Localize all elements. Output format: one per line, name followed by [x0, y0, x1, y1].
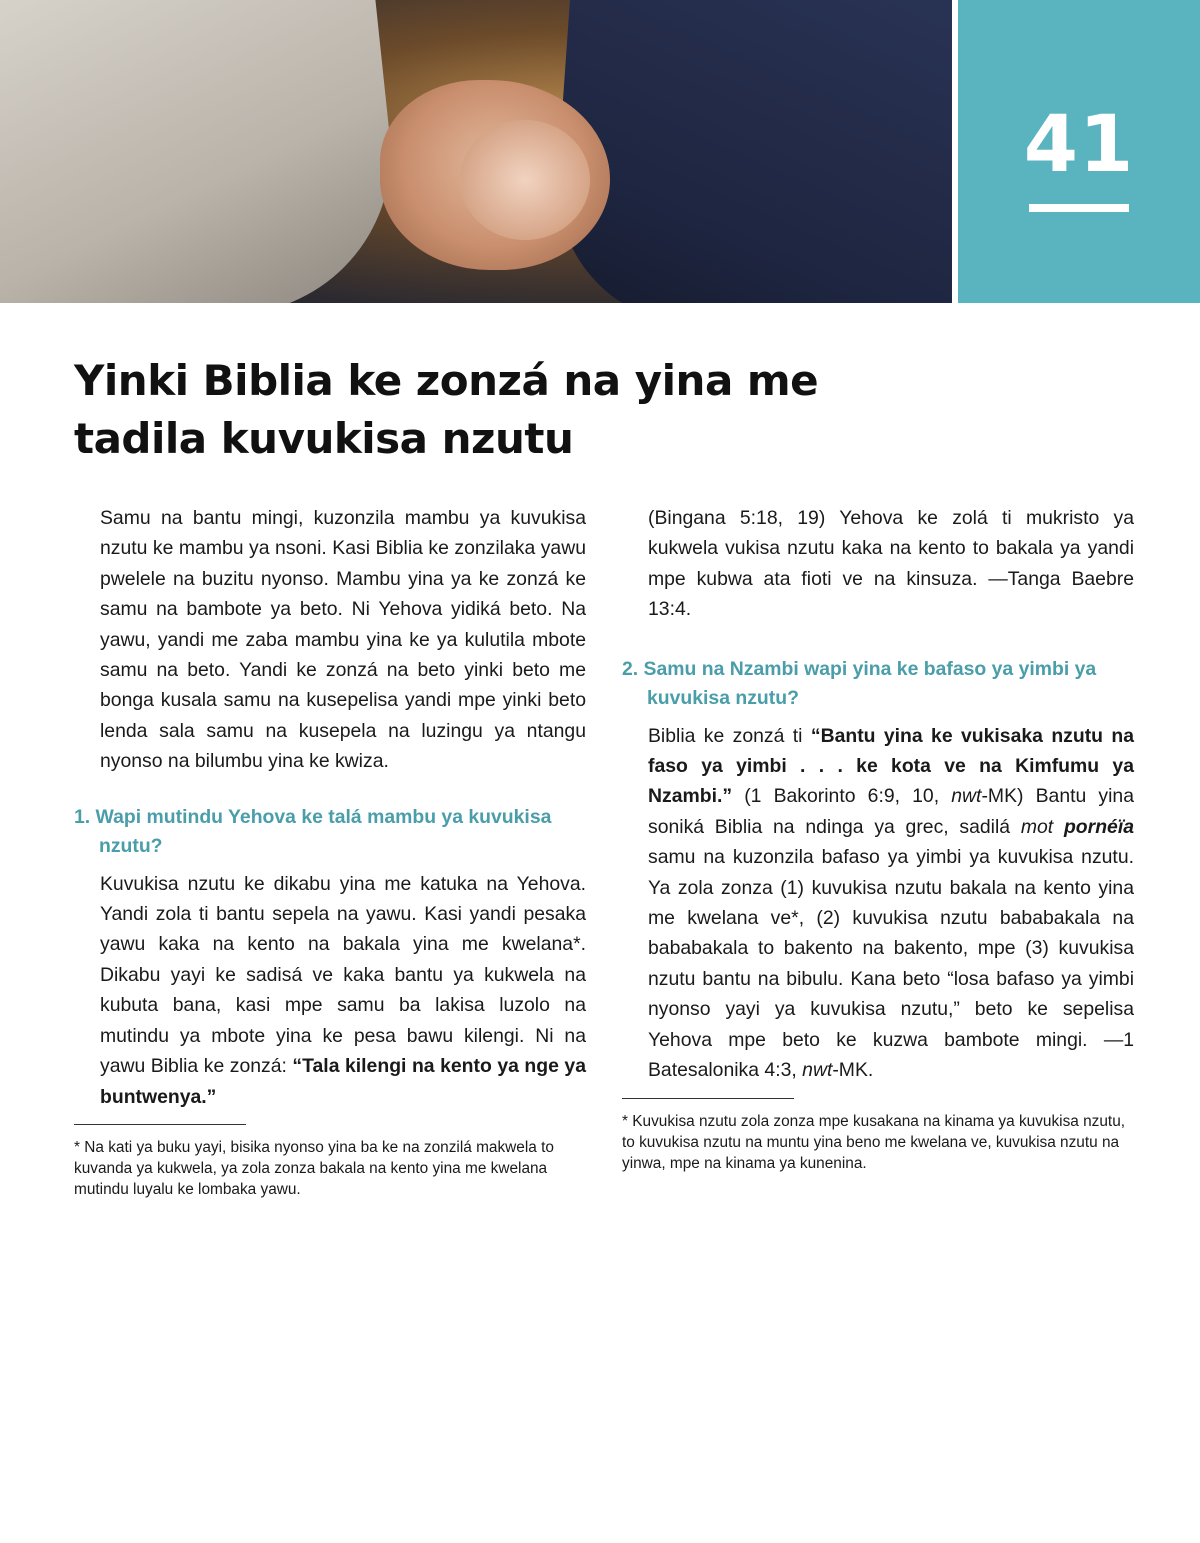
section-1-text: Kuvukisa nzutu ke dikabu yina me katuka na Yehova. Yandi zola ti bantu sepela na yawu. Kasi yandi pesaka yawu kaka na kento na bakala yina me kwelana*. Dikabu yayi ke sadisá ve kaka bantu ya kukwela na kubuta bana, kasi mpe samu ba lakisa luzolo na mutindu ya mbote yina ke pesa bawu kilengi. Ni na yawu Biblia ke zonzá: [100, 872, 586, 1078]
section-2-mot: mot [1020, 815, 1054, 838]
section-2-ref-end: -MK) Bantu yina soniká Biblia na ndinga ya grec, sadilá [648, 785, 1134, 838]
section-2-quote: “Bantu yina ke vukisaka nzutu na faso ya yimbi . . . ke kota ve na Kimfumu ya Nzambi.” [648, 724, 1135, 808]
section-2-rest: samu na kuzonzila bafaso ya yimbi ya kuvukisa nzutu. Ya zola zonza (1) kuvukisa nzutu bakala na kento yina me kwelana ve*, (2) kuvukisa nzutu bababakala na bababakala to bakento na bakento, mpe (3) kuvukisa nzutu bantu na bibulu. Kana beto “losa bafaso ya yimbi nyonso yayi ya kuvukisa nzutu,” beto ke sepelisa Yehova mpe beto ke kuzwa bambote mingi. —1 Batesalonika 4:3, [648, 846, 1134, 1082]
chapter-underline [1029, 204, 1129, 212]
section-2-nwt: nwt [951, 785, 982, 808]
left-sleeve [0, 0, 407, 303]
section-2-paragraph [622, 721, 1134, 1086]
section-1-quote: “Tala kilengi na kento ya nge ya buntwenya.” [100, 1055, 586, 1108]
footnote-left: * Na kati ya buku yayi, bisika nyonso yina ba ke na zonzilá makwela to kuvanda ya kukwela, ya zola zonza bakala na kento yina me kwelana mutindu luyalu ke lombaka yawu. [74, 1138, 554, 1198]
section-2-end: -MK. [832, 1059, 874, 1082]
right-column [622, 503, 1134, 1174]
left-column [74, 503, 586, 1200]
hero-photo-holding-hands [0, 0, 952, 303]
section-2-porneia: pornéïa [1063, 815, 1134, 838]
section-1-continuation: (Bingana 5:18, 19) Yehova ke zolá ti mukristo ya kukwela vukisa nzutu kaka na kento to bakala ya yandi mpe kubwa ata fioti ve na kinsuza. —Tanga Baebre 13:4. [648, 507, 1134, 621]
chapter-number: 41 [1023, 100, 1135, 190]
footnote-divider [622, 1098, 794, 1099]
question-1-heading: 1. Wapi mutindu Yehova ke talá mambu ya kuvukisa nzutu? [74, 805, 552, 857]
section-1-paragraph [74, 869, 586, 1112]
footnote-right: * Kuvukisa nzutu zola zonza mpe kusakana na kinama ya kuvukisa nzutu, to kuvukisa nzutu na muntu yina beno me kwelana ve, kuvukisa nzutu na yinwa, mpe na kinama ya kunenina. [622, 1112, 1126, 1172]
section-2-ref: (1 Bakorinto 6:9, 10, [744, 785, 940, 808]
section-2-nwt-2: nwt [802, 1059, 833, 1082]
intro-paragraph: Samu na bantu mingi, kuzonzila mambu ya kuvukisa nzutu ke mambu ya nsoni. Kasi Biblia ke zonzilaka yawu pwelele na buzitu nyonso. Mambu yina ya ke zonzá ke samu na bambote ya beto. Ni Yehova yidiká beto. Na yawu, yandi me zaba mambu yina ke ya kulutila mbote samu na beto. Yandi ke zonzá na beto yinki beto me bonga kusala samu na kusepelisa yandi mpe yinki beto lenda sala samu na kusepela na luzingu ya ntangu nyonso na bilumbu yina ke kwiza. [100, 507, 586, 773]
footnote-divider [74, 1124, 246, 1125]
question-2-heading: 2. Samu na Nzambi wapi yina ke bafaso ya yimbi ya kuvukisa nzutu? [622, 657, 1097, 709]
right-sleeve [548, 0, 952, 303]
page-title: Yinki Biblia ke zonzá na yina me tadila kuvukisa nzutu [74, 356, 819, 463]
hand-highlight [460, 120, 590, 240]
section-2-lead: Biblia ke zonzá ti [648, 724, 803, 747]
chapter-number-box [958, 0, 1200, 303]
